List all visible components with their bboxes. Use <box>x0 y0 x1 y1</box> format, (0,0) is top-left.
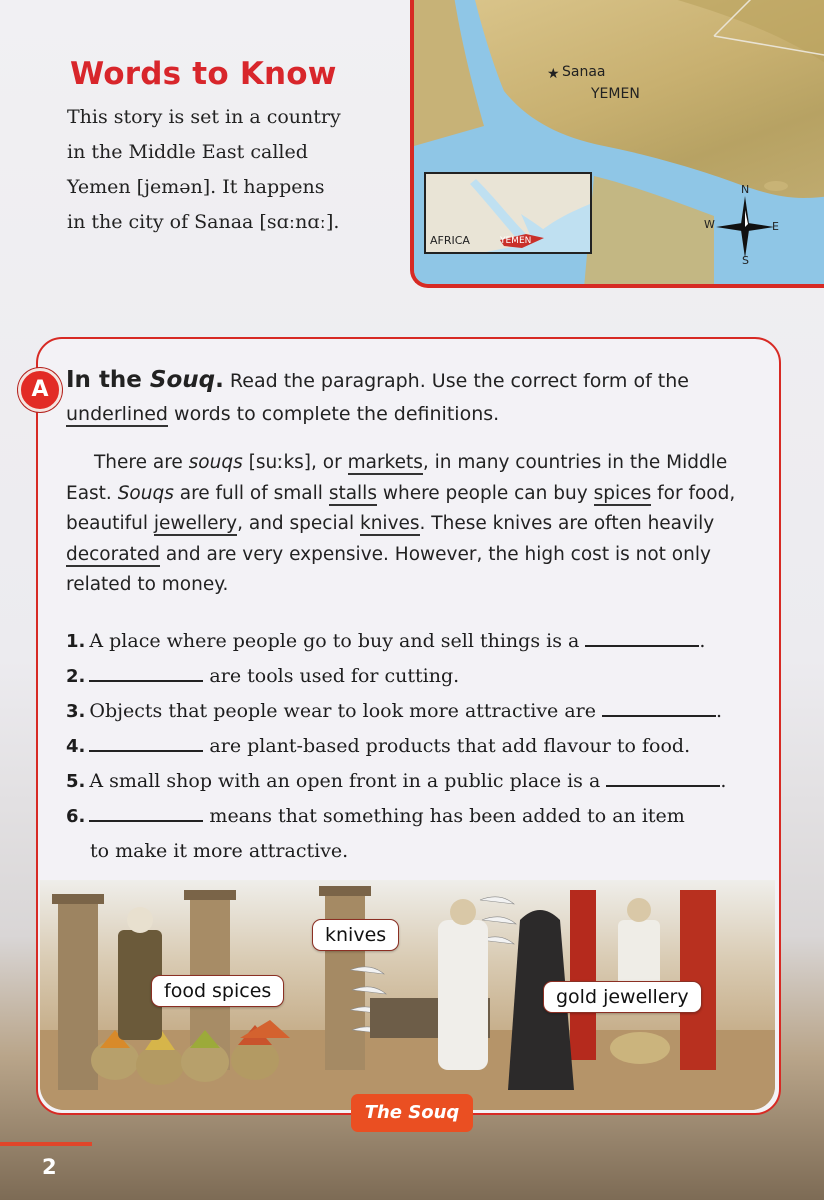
question-item <box>66 729 766 764</box>
activity-instructions <box>66 364 716 431</box>
inset-africa-label: AFRICA <box>430 234 470 247</box>
page-number: 2 <box>42 1155 57 1179</box>
question-item <box>66 764 766 799</box>
reading-passage <box>66 448 736 601</box>
passage-text: are full of small <box>173 482 329 504</box>
answer-blank[interactable] <box>602 701 716 717</box>
question-text-after: are plant-based products that add flavour to food. <box>209 735 691 757</box>
callout-knives: knives <box>312 919 399 951</box>
question-text: A place where people go to buy and sell things is a <box>89 630 580 652</box>
inset-map <box>424 172 592 254</box>
question-continuation: to make it more attractive. <box>90 840 349 862</box>
question-number: 2. <box>66 666 86 687</box>
sanaa-label: Sanaa <box>562 64 606 80</box>
question-item <box>66 799 766 834</box>
question-text: A small shop with an open front in a public place is a <box>89 770 601 792</box>
question-text-after: . <box>716 700 723 722</box>
question-text: Objects that people wear to look more attractive are <box>89 700 596 722</box>
sanaa-city-marker: ★ <box>547 66 560 82</box>
question-number: 3. <box>66 701 86 722</box>
passage-text: [suːks], or <box>242 452 348 473</box>
footer-accent-bar <box>0 1142 92 1146</box>
question-item <box>66 624 766 659</box>
scene-caption <box>351 1094 473 1132</box>
question-number: 4. <box>66 736 86 757</box>
compass-north: N <box>741 183 750 196</box>
compass-west: W <box>704 218 715 231</box>
question-text-after: . <box>699 630 706 652</box>
compass-rose <box>704 183 784 268</box>
question-text-after: . <box>720 770 727 792</box>
instruction-text: Read the paragraph. Use the correct form of the <box>223 370 689 392</box>
question-text-after: are tools used for cutting. <box>209 665 460 687</box>
passage-body <box>66 452 735 595</box>
wtk-line: Yemen [jemən]. It happens <box>67 176 325 198</box>
question-number: 1. <box>66 631 86 652</box>
wtk-line: This story is set in a country <box>67 106 341 128</box>
answer-blank[interactable] <box>89 736 203 752</box>
vocab-word: stalls <box>328 482 377 504</box>
passage-text: souqs <box>188 452 243 473</box>
definition-questions <box>66 624 766 869</box>
wtk-line: in the Middle East called <box>67 141 308 163</box>
question-text-after: means that something has been added to an item <box>209 805 685 827</box>
question-item <box>66 694 766 729</box>
passage-text: , and special <box>237 513 360 534</box>
answer-blank[interactable] <box>89 806 203 822</box>
inset-yemen-label: YEMEN <box>500 236 532 246</box>
souq-illustration <box>40 880 775 1110</box>
answer-blank[interactable] <box>585 631 699 647</box>
words-to-know-text <box>67 100 387 240</box>
scene-caption-text: The Souq <box>364 1102 460 1123</box>
question-item <box>66 659 766 694</box>
vocab-word: jewellery <box>153 513 238 534</box>
vocab-word: knives <box>359 513 420 534</box>
vocab-word: decorated <box>66 543 160 565</box>
compass-south: S <box>742 254 749 267</box>
activity-title <box>66 367 224 393</box>
instruction-text-end: words to complete the definitions. <box>168 403 500 425</box>
question-number: 6. <box>66 806 86 827</box>
instruction-underlined: underlined <box>66 403 168 425</box>
words-to-know-title: Words to Know <box>70 56 337 92</box>
activity-title-punct: . <box>215 367 224 393</box>
compass-east: E <box>772 220 779 233</box>
passage-text: , in many countries in the Middle East. <box>66 452 728 504</box>
passage-text: . These knives are often heavily <box>419 513 715 534</box>
vocab-word: markets <box>347 452 423 473</box>
activity-badge: A <box>18 368 62 412</box>
wtk-line: in the city of Sanaa [sɑːnɑː]. <box>67 211 340 233</box>
passage-text: Souqs <box>117 482 174 504</box>
yemen-map <box>410 0 824 288</box>
vocab-word: spices <box>593 482 652 504</box>
callout-gold-jewellery: gold jewellery <box>543 981 702 1013</box>
answer-blank[interactable] <box>606 771 720 787</box>
passage-text: for food, beautiful <box>66 482 736 534</box>
passage-text: There are <box>94 452 189 473</box>
passage-text: and are very expensive. However, the high cost is not only related to money. <box>66 543 711 595</box>
question-number: 5. <box>66 771 86 792</box>
answer-blank[interactable] <box>89 666 203 682</box>
activity-title-italic: Souq <box>149 367 216 393</box>
activity-title-text: In the <box>66 367 150 393</box>
passage-text: where people can buy <box>376 482 594 504</box>
callout-food-spices: food spices <box>151 975 284 1007</box>
yemen-label: YEMEN <box>591 86 640 102</box>
